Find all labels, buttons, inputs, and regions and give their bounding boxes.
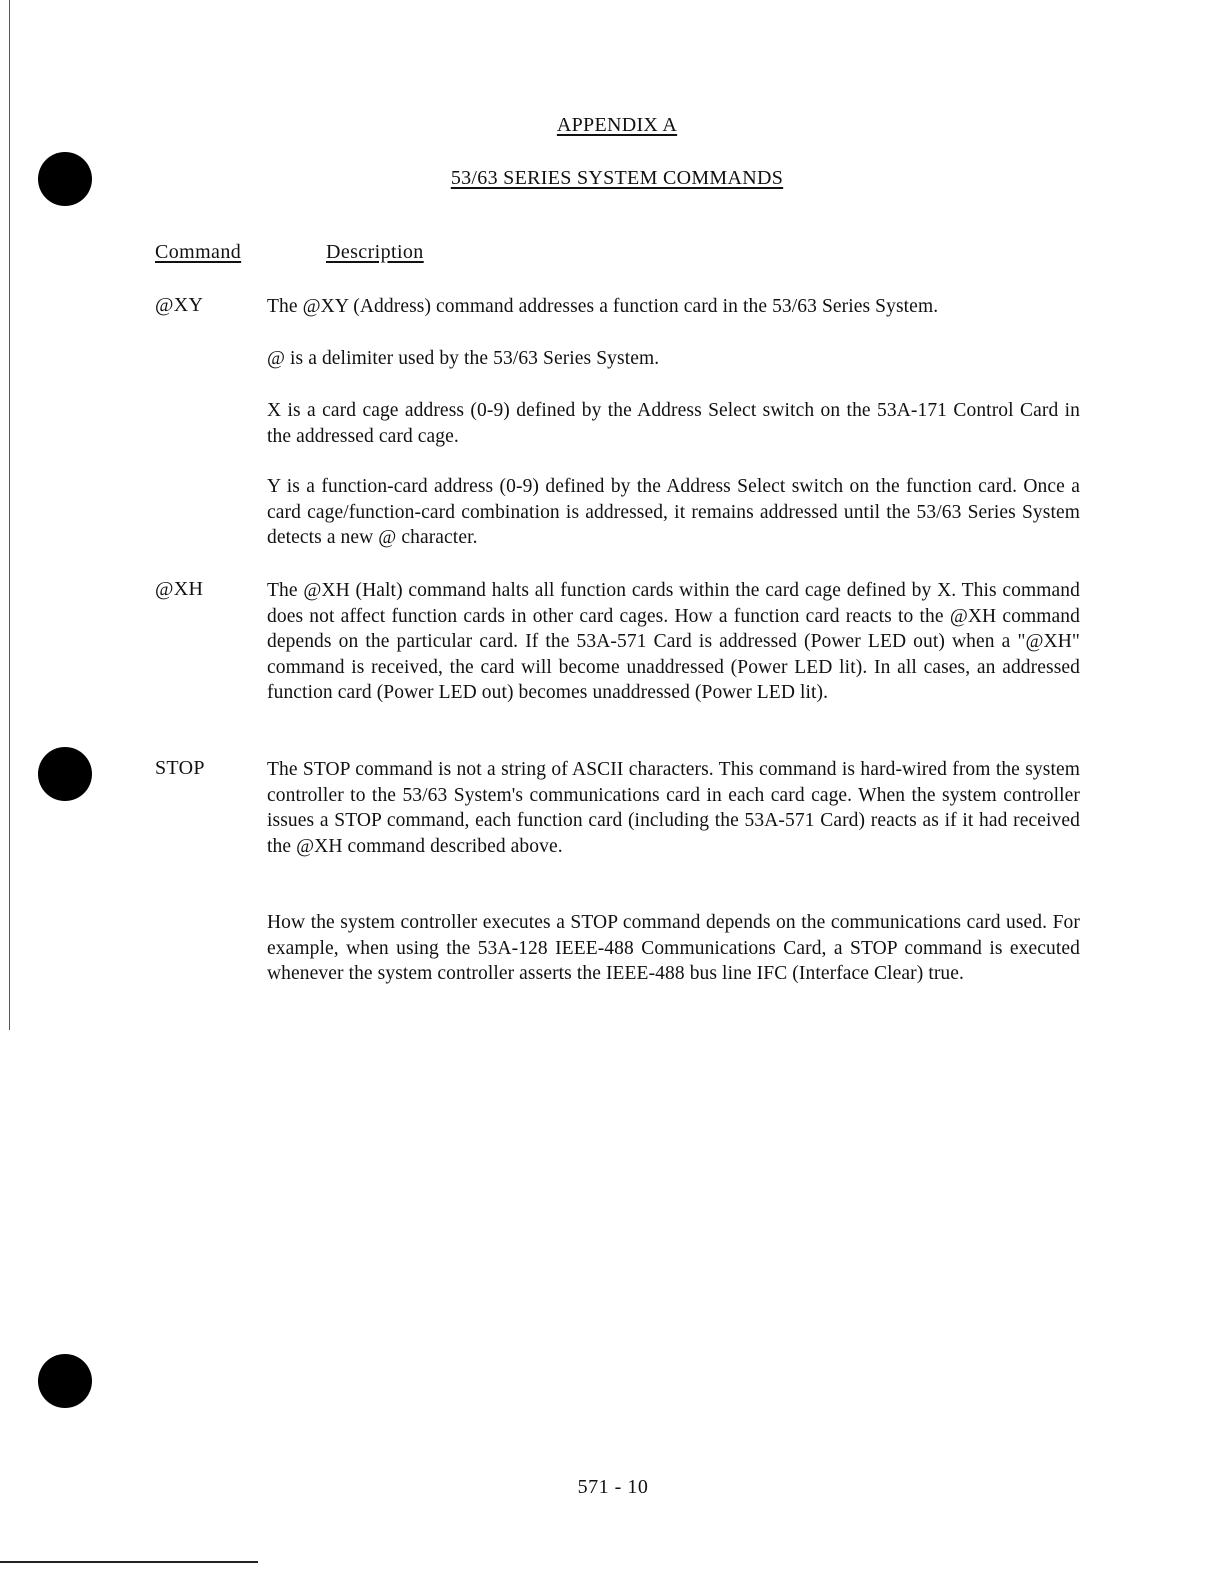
description-paragraph: @ is a delimiter used by the 53/63 Series System. — [267, 348, 660, 369]
command-label-xy: @XY — [155, 294, 204, 316]
description-paragraph: How the system controller executes a STOP command depends on the communications card used. For example, when using the 53A-128 IEEE-488 Communications Card, a STOP command is executed whenever the system controller asserts the IEEE-488 bus line IFC (Interface Clear) true. — [267, 912, 1080, 985]
description-paragraph: The STOP command is not a string of ASCII characters. This command is hard-wired from the system controller to the 53/63 System's communications card in each card cage. When the system controller issues a STOP command, each function card (including the 53A-571 Card) reacts as if it had received the @XH command described above. — [267, 759, 1080, 857]
page-number: 571 - 10 — [577, 1476, 649, 1498]
left-edge-line — [9, 0, 10, 1030]
command-label-xh: @XH — [155, 578, 204, 600]
command-column-header: Command — [155, 241, 242, 263]
command-label-stop: STOP — [155, 757, 205, 779]
description-paragraph: X is a card cage address (0-9) defined by the Address Select switch on the 53A-171 Control Card in the addressed card cage. — [267, 400, 1080, 447]
description-paragraph: Y is a function-card address (0-9) defined by the Address Select switch on the function card. Once a card cage/function-card combination is addressed, it remains addressed until the 53/63 Series System detects a new @ character. — [267, 476, 1080, 549]
punch-hole — [38, 1354, 92, 1408]
description-paragraph: The @XH (Halt) command halts all function cards within the card cage defined by X. This command does not affect function cards in other card cages. How a function card reacts to the @XH command depends on the particular card. If the 53A-571 Card is addressed (Power LED out) when a "@XH" command is received, the card will become unaddressed (Power LED lit). In all cases, an addressed function card (Power LED out) becomes unaddressed (Power LED lit). — [267, 580, 1080, 704]
description-column-header: Description — [326, 241, 424, 263]
appendix-title: APPENDIX A — [556, 114, 678, 136]
description-paragraph: The @XY (Address) command addresses a function card in the 53/63 Series System. — [267, 296, 939, 317]
bottom-rule — [0, 1561, 258, 1563]
section-title: 53/63 SERIES SYSTEM COMMANDS — [450, 167, 784, 189]
punch-hole — [38, 747, 92, 801]
